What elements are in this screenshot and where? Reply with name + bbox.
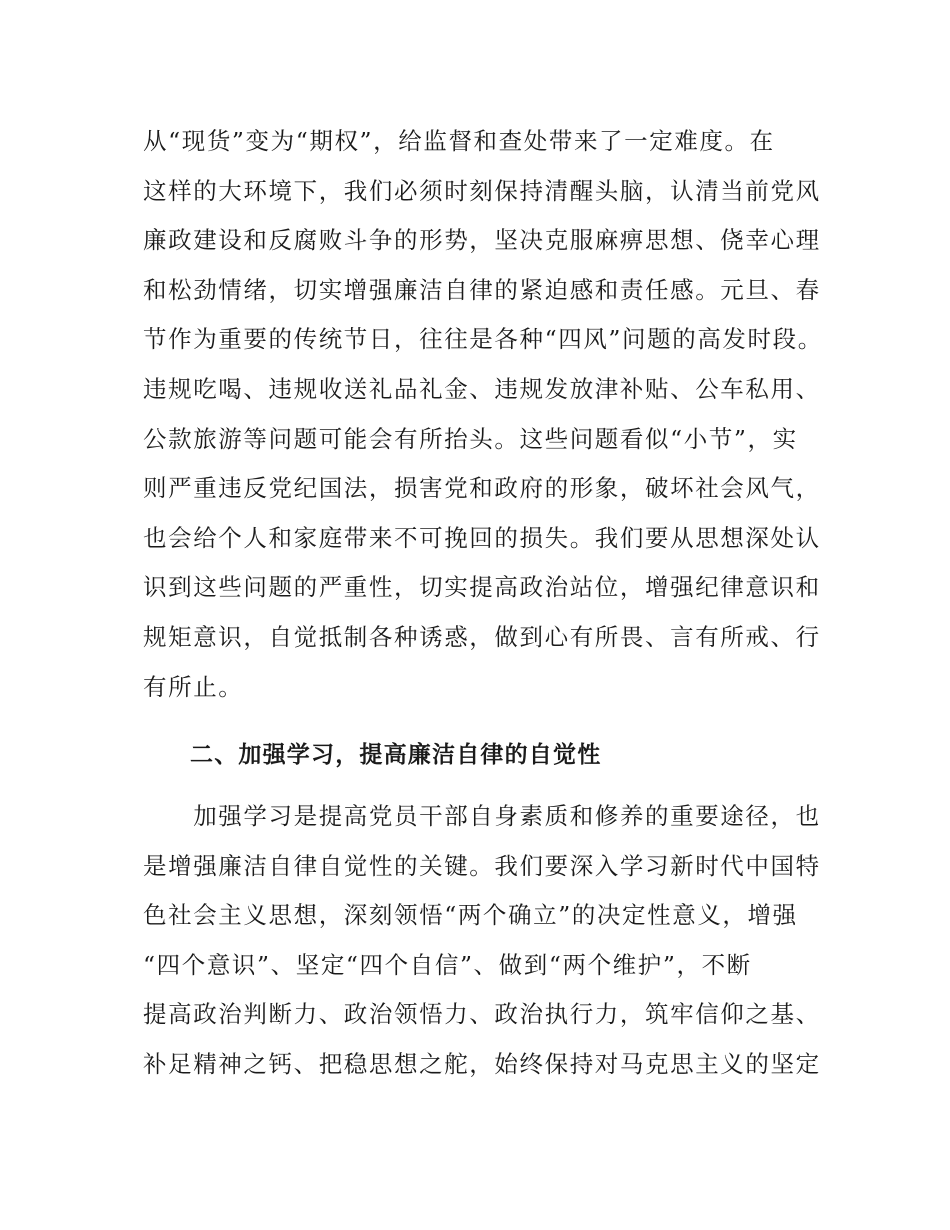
text-line: 也会给个人和家庭带来不可挽回的损失。我们要从思想深处认 — [143, 523, 821, 552]
text-line: 从“现货”变为“期权”，给监督和查处带来了一定难度。在 — [143, 127, 775, 155]
text-line: 补足精神之钙、把稳思想之舵，始终保持对马克思主义的坚定 — [143, 1049, 821, 1078]
text-line: 识到这些问题的严重性，切实提高政治站位，增强纪律意识和 — [143, 573, 821, 602]
text-line: 则严重违反党纪国法，损害党和政府的形象，破坏社会风气， — [143, 474, 821, 503]
body-paragraph — [143, 117, 823, 712]
text-line: 违规吃喝、违规收送礼品礼金、违规发放津补贴、公车私用、 — [143, 374, 821, 403]
text-line: 是增强廉洁自律自觉性的关键。我们要深入学习新时代中国特 — [143, 851, 821, 880]
paragraph-text — [143, 117, 823, 712]
text-line: 加强学习是提高党员干部自身素质和修养的重要途径，也 — [143, 802, 821, 830]
text-line: 提高政治判断力、政治领悟力、政治执行力，筑牢信仰之基、 — [143, 1000, 821, 1029]
text-line: 色社会主义思想，深刻领悟“两个确立”的决定性意义，增强 — [143, 901, 798, 930]
text-line: 这样的大环境下，我们必须时刻保持清醒头脑，认清当前党风 — [143, 176, 821, 205]
text-line: “四个意识”、坚定“四个自信”、做到“两个维护”，不断 — [143, 950, 752, 979]
text-line: 公款旅游等问题可能会有所抬头。这些问题看似“小节”，实 — [143, 424, 798, 453]
text-line: 规矩意识，自觉抵制各种诱惑，做到心有所畏、言有所戒、行 — [143, 622, 821, 651]
section-heading: 二、加强学习，提高廉洁自律的自觉性 — [190, 742, 602, 768]
paragraph-text — [143, 792, 821, 1090]
text-line: 节作为重要的传统节日，往往是各种“四风”问题的高发时段。 — [143, 325, 823, 354]
body-paragraph — [143, 792, 821, 1090]
text-line: 和松劲情绪，切实增强廉洁自律的紧迫感和责任感。元旦、春 — [143, 275, 821, 304]
text-line: 廉政建设和反腐败斗争的形势，坚决克服麻痹思想、侥幸心理 — [143, 226, 821, 255]
text-line: 有所止。 — [143, 672, 244, 701]
